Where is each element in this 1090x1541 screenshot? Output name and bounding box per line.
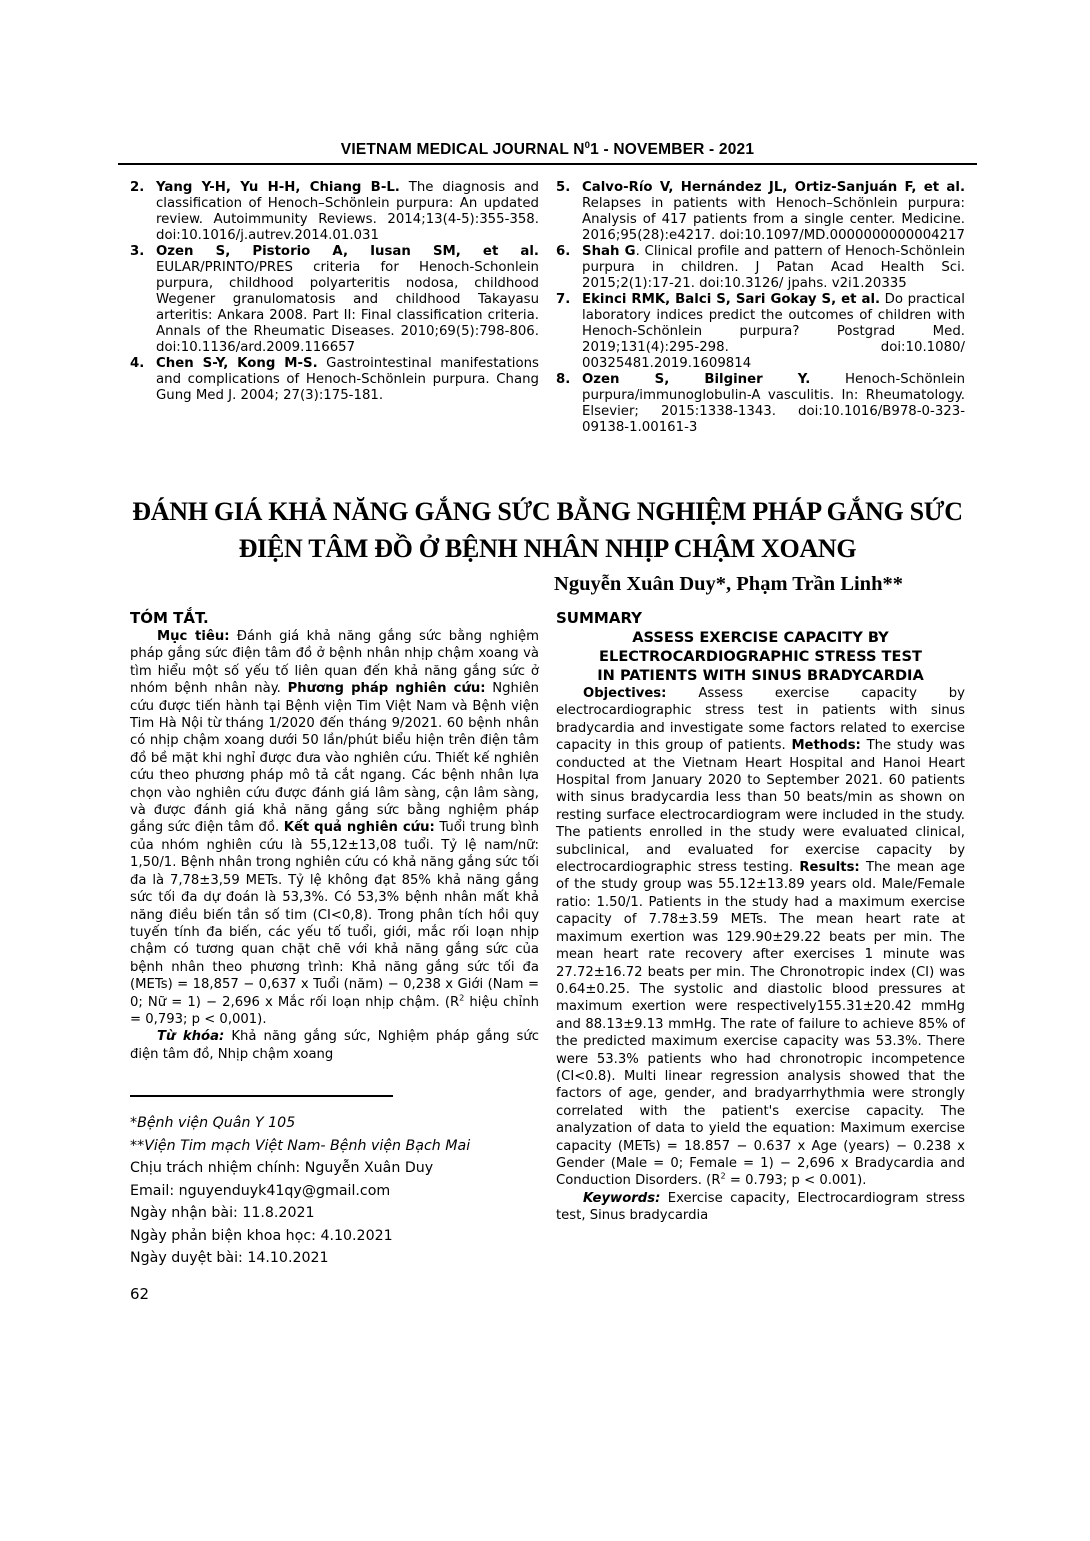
footnote-line: Ngày nhận bài: 11.8.2021 xyxy=(130,1205,315,1222)
reference-text: Yang Y-H, Yu H-H, Chiang B-L. The diagnosis and classification of Henoch–Schönlein purpura: An updated review. Autoimmunity Reviews. 2014;13(4-5):355-358. doi:10.1016/j.autrev.2014.01.031 xyxy=(156,180,540,243)
reference-number: 8. xyxy=(556,372,571,387)
article-title xyxy=(130,494,965,567)
summary-keywords: Keywords: Exercise capacity, Electrocardiogram stress test, Sinus bradycardia xyxy=(556,1190,965,1224)
abstract-paragraph: Mục tiêu: Đánh giá khả năng gắng sức bằng nghiệm pháp gắng sức điện tâm đồ ở bệnh nhân nhịp chậm xoang và tìm hiểu một số yếu tố liên quan đến khả năng gắng sức ở nhóm bệnh nhân này. Phương pháp nghiên cứu: Nghiên cứu được tiến hành tại Bệnh viện Tim Việt Nam và Bệnh viện Tim Hà Nội từ tháng 1/2020 đến tháng 9/2021. 60 bệnh nhân có nhịp chậm xoang dưới 50 lần/phút biểu hiện trên điện tâm đồ bề mặt khi nghỉ được đưa vào nghiên cứu. Thiết kế nghiên cứu theo phương pháp mô tả cắt ngang. Các bệnh nhân lựa chọn vào nghiên cứu được đánh giá lâm sàng, cận lâm sàng, và được đánh giá khả năng gắng sức bằng nghiệm pháp gắng sức điện tâm đồ. Kết quả nghiên cứu: Tuổi trung bình của nhóm nghiên cứu là 55,12±13,08 tuổi. Tỷ lệ nam/nữ: 1,50/1. Bệnh nhân trong nghiên cứu có khả năng gắng sức tối đa là 7,78±3,59 METs. Tỷ lệ không đạt 85% khả năng gắng sức tối đa dự đoán là 53,3%. Có 53,3% bệnh nhân mất khả năng điều biến tần số tim (CI<0,8). Trong phân tích hồi quy tuyến tính đa biến, các yếu tố tuổi, giới, mắc rối loạn nhịp chậm có tương quan chặt chẽ với khả năng gắng sức của bệnh nhân theo phương trình: Khả năng gắng sức tối đa (METs) = 18,857 − 0,637 x Tuổi (năm) − 0,238 x Giới (Nam = 0; Nữ = 1) − 2,696 x Mắc rối loạn nhịp chậm. ($R^2$ hiệu chỉnh = 0,793; p < 0,001). xyxy=(130,629,540,1027)
footnote-rule xyxy=(130,1095,393,1097)
reference-text: Ekinci RMK, Balci S, Sari Gokay S, et al. Do practical laboratory indices predict the outcomes of children with Henoch-Schönlein purpura? Postgrad Med. 2019;131(4):295-298. doi:10.1080/ 00325481.2019.1609814 xyxy=(582,292,965,371)
footnote-line: **Viện Tim mạch Việt Nam- Bệnh viện Bạch Mai xyxy=(130,1137,471,1154)
journal-header: VIETNAM MEDICAL JOURNAL $N^01$ - NOVEMBER - 2021 xyxy=(340,139,755,158)
references-left-column xyxy=(130,180,539,436)
summary-subtitle xyxy=(556,628,965,685)
reference-number: 6. xyxy=(556,244,571,259)
references-right-column xyxy=(556,180,965,436)
summary-subtitle-line: IN PATIENTS WITH SINUS BRADYCARDIA xyxy=(597,667,924,684)
references-section xyxy=(130,180,965,436)
reference-item xyxy=(130,180,539,244)
abstract-heading: TÓM TẮT. xyxy=(130,609,209,627)
article-authors: Nguyễn Xuân Duy*, Phạm Trần Linh** xyxy=(554,573,903,595)
reference-text: Chen S-Y, Kong M-S. Gastrointestinal manifestations and complications of Henoch-Schönlein purpura. Chang Gung Med J. 2004; 27(3):175-181. xyxy=(156,356,539,403)
summary-subtitle-line: ASSESS EXERCISE CAPACITY BY xyxy=(632,629,889,646)
reference-item xyxy=(556,180,965,244)
footnote-line: Ngày phản biện khoa học: 4.10.2021 xyxy=(130,1227,393,1244)
footnote-line: *Bệnh viện Quân Y 105 xyxy=(130,1115,296,1132)
footnote-line: Email: nguyenduyk41qy@gmail.com xyxy=(130,1182,391,1199)
reference-number: 5. xyxy=(556,180,571,195)
header-rule xyxy=(118,163,977,165)
reference-item xyxy=(130,356,539,404)
reference-item xyxy=(556,244,965,292)
article-title-line1: ĐÁNH GIÁ KHẢ NĂNG GẮNG SỨC BẰNG NGHIỆM PHÁP GẮNG SỨC xyxy=(132,497,963,526)
page-number: 62 xyxy=(130,1284,150,1303)
reference-text: Ozen S, Bilginer Y. Henoch-Schönlein purpura/immunoglobulin-A vasculitis. In: Rheumatology. Elsevier; 2015:1338-1343. doi:10.1016/B978-0-323-09138-1.00161-3 xyxy=(582,372,966,435)
article-title-line2: ĐIỆN TÂM ĐỒ Ở BỆNH NHÂN NHỊP CHẬM XOANG xyxy=(238,533,857,563)
reference-number: 3. xyxy=(130,244,145,259)
reference-number: 2. xyxy=(130,180,145,195)
reference-text: Shah G. Clinical profile and pattern of Henoch-Schönlein purpura in children. J Patan Acad Health Sci. 2015;2(1):17-21. doi:10.3126/ jpahs. v2i1.20335 xyxy=(582,244,965,291)
footnote-line: Chịu trách nhiệm chính: Nguyễn Xuân Duy xyxy=(130,1160,434,1177)
footnote-line: Ngày duyệt bài: 14.10.2021 xyxy=(130,1250,329,1267)
reference-number: 4. xyxy=(130,356,145,371)
reference-number: 7. xyxy=(556,292,571,307)
abstract-column xyxy=(130,608,539,1303)
footnotes xyxy=(130,1112,539,1270)
summary-subtitle-line: ELECTROCARDIOGRAPHIC STRESS TEST xyxy=(599,648,922,665)
reference-item xyxy=(130,244,539,356)
reference-item xyxy=(556,372,965,436)
summary-paragraph: Objectives: Assess exercise capacity by electrocardiographic stress test in patients with sinus bradycardia and investigate some factors related to exercise capacity in this group of patients. Methods: The study was conducted at the Vietnam Heart Hospital and Hanoi Heart Hospital from January 2020 to September 2021. 60 patients with sinus bradycardia less than 50 beats/min as shown on resting surface electrocardiogram were included in the study. The patients enrolled in the study were evaluated clinical, subclinical, and evaluated for exercise capacity by electrocardiographic stress testing. Results: The mean age of the study group was 55.12±13.89 years old. Male/Female ratio: 1.50/1. Patients in the study had a maximum exercise capacity of 7.78±3.59 METs. The mean heart rate at maximum exertion was 129.90±29.22 beats per min. The mean heart rate recovery after exercises 1 minute was 27.72±16.72 beats per min. The Chronotropic index (CI) was 0.64±0.25. The systolic and diastolic blood pressures at maximum exertion were respectively155.31±20.42 mmHg and 88.13±9.13 mmHg. The rate of failure to achieve 85% of the predicted maximum exercise capacity was 53.3%. There were 53.3% patients who had chronotropic incompetence (CI<0.8). Multi linear regression analysis showed that the factors of age, gender, and bradyarrhythmia were strongly correlated with the patient's exercise capacity. The analyzation of data to yield the equation: Maximum exercise capacity (METs) = 18.857 − 0.637 x Age (years) − 0.238 x Gender (Male = 0; Female = 1) − 2,696 x Bradycardia and Conduction Disorders. ($R^2 = 0.793$; p < 0.001). xyxy=(556,686,965,1189)
article-body xyxy=(130,608,965,1303)
reference-item xyxy=(556,292,965,372)
reference-text: Ozen S, Pistorio A, Iusan SM, et al. EULAR/PRINTO/PRES criteria for Henoch-Schonlein purpura, childhood polyarteritis nodosa, childhood Wegener granulomatosis and childhood Takayasu arteritis: Ankara 2008. Part II: Final classification criteria. Annals of the Rheumatic Diseases. 2010;69(5):798-806. doi:10.1136/ard.2009.116657 xyxy=(156,244,539,355)
summary-heading: SUMMARY xyxy=(556,609,643,627)
summary-column xyxy=(556,608,965,1303)
abstract-keywords: Từ khóa: Khả năng gắng sức, Nghiệm pháp gắng sức điện tâm đồ, Nhịp chậm xoang xyxy=(130,1029,539,1062)
reference-text: Calvo-Río V, Hernández JL, Ortiz-Sanjuán F, et al. Relapses in patients with Henoch–Schönlein purpura: Analysis of 417 patients from a single center. Medicine. 2016;95(28):e4217. doi:10.1097/MD.0000000000004217 xyxy=(582,180,965,243)
